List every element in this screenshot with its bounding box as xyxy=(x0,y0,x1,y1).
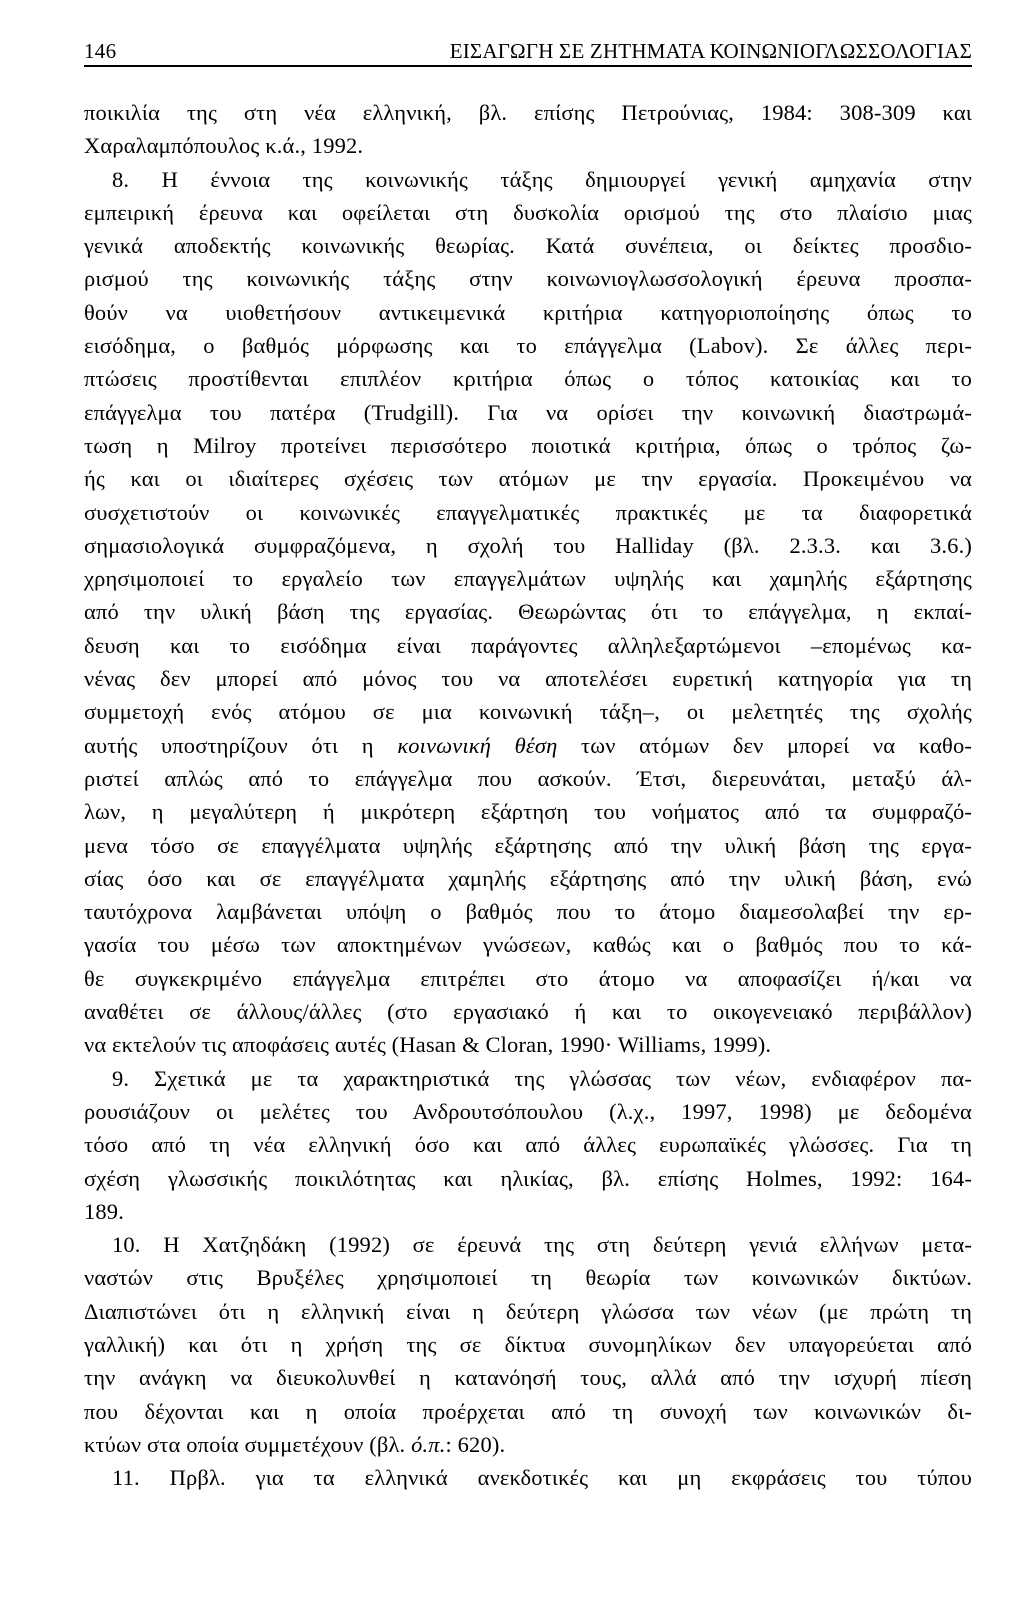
text-line: σίας όσο και σε επαγγέλματα χαμηλής εξάρτησης από την υλική βάση, ενώ xyxy=(84,865,972,891)
text-line: δευση και το εισόδημα είναι παράγοντες αλληλεξαρτώμενοι –επομένως κα- xyxy=(84,632,972,658)
text-line: συμμετοχή ενός ατόμου σε μια κοινωνική τάξη–, οι μελετητές της σχολής xyxy=(84,699,972,725)
text-line: 10. Η Χατζηδάκη (1992) σε έρευνά της στη δεύτερη γενιά ελλήνων μετα- xyxy=(112,1232,972,1258)
text-line: Διαπιστώνει ότι η ελληνική είναι η δεύτερη γλώσσα των νέων (με πρώτη τη xyxy=(84,1298,972,1324)
text-line: συσχετιστούν οι κοινωνικές επαγγελματικές πρακτικές με τα διαφορετικά xyxy=(84,499,972,525)
text-line: 11. Πρβλ. για τα ελληνικά ανεκδοτικές και μη εκφράσεις του τύπου xyxy=(112,1465,972,1491)
text-line: εισόδημα, ο βαθμός μόρφωσης και το επάγγελμα (Labov). Σε άλλες περι- xyxy=(84,333,972,359)
footnotes-text xyxy=(84,96,972,1494)
text-line xyxy=(84,1428,972,1461)
text-line: 8. Η έννοια της κοινωνικής τάξης δημιουργεί γενική αμηχανία στην xyxy=(112,166,972,192)
text-line: χρησιμοποιεί το εργαλείο των επαγγελμάτων υψηλής και χαμηλής εξάρτησης xyxy=(84,566,972,592)
text-line: Χαραλαμπόπουλος κ.ά., 1992. xyxy=(84,133,364,159)
text-segment: κτύων στα οποία συμμετέχουν (βλ. xyxy=(84,1431,412,1457)
text-line: ής και οι ιδιαίτερες σχέσεις των ατόμων με την εργασία. Προκειμένου να xyxy=(84,466,972,492)
text-line: τωση η Milroy προτείνει περισσότερο ποιοτικά κριτήρια, όπως ο τρόπος ζω- xyxy=(84,432,972,458)
header-rule xyxy=(84,65,972,67)
text-line: γαλλική) και ότι η χρήση της σε δίκτυα συνομηλίκων δεν υπαγορεύεται από xyxy=(84,1331,972,1357)
text-line: να εκτελούν τις αποφάσεις αυτές (Hasan & Cloran, 1990· Williams, 1999). xyxy=(84,1032,772,1058)
text-line: αναθέτει σε άλλους/άλλες (στο εργασιακό ή και το οικογενειακό περιβάλλον) xyxy=(84,999,972,1025)
text-line: λων, η μεγαλύτερη ή μικρότερη εξάρτηση του νοήματος από τα συμφραζό- xyxy=(84,799,972,825)
text-line: ρουσιάζουν οι μελέτες του Ανδρουτσόπουλου (λ.χ., 1997, 1998) με δεδομένα xyxy=(84,1098,972,1124)
text-line: σχέση γλωσσικής ποικιλότητας και ηλικίας, βλ. επίσης Holmes, 1992: 164- xyxy=(84,1165,972,1191)
text-line: ταυτόχρονα λαμβάνεται υπόψη ο βαθμός που το άτομο διαμεσολαβεί την ερ- xyxy=(84,899,972,925)
text-segment: αυτής υποστηρίζουν ότι η xyxy=(84,732,398,758)
text-segment: των ατόμων δεν μπορεί να καθο- xyxy=(557,732,972,758)
text-line: από την υλική βάση της εργασίας. Θεωρώντας ότι το επάγγελμα, η εκπαί- xyxy=(84,599,972,625)
text-line: την ανάγκη να διευκολυνθεί η κατανόησή τους, αλλά από την ισχυρή πίεση xyxy=(84,1365,972,1391)
page-header xyxy=(84,38,972,68)
text-line: ρισμού της κοινωνικής τάξης στην κοινωνιογλωσσολογική έρευνα προσπα- xyxy=(84,266,972,292)
running-head: ΕΙΣΑΓΩΓΗ ΣΕ ΖΗΤΗΜΑΤΑ ΚΟΙΝΩΝΙΟΓΛΩΣΣΟΛΟΓΙΑΣ xyxy=(449,39,972,63)
italic-phrase: ό.π. xyxy=(411,1431,446,1457)
page-number: 146 xyxy=(84,39,117,63)
text-line: ναστών στις Βρυξέλες χρησιμοποιεί τη θεωρία των κοινωνικών δικτύων. xyxy=(84,1265,972,1291)
text-line: επάγγελμα του πατέρα (Trudgill). Για να ορίσει την κοινωνική διαστρωμά- xyxy=(84,399,972,425)
text-line: γασία του μέσω των αποκτημένων γνώσεων, καθώς και ο βαθμός που το κά- xyxy=(84,932,972,958)
text-line: εμπειρική έρευνα και οφείλεται στη δυσκολία ορισμού της στο πλαίσιο μιας xyxy=(84,199,972,225)
text-line: γενικά αποδεκτής κοινωνικής θεωρίας. Κατά συνέπεια, οι δείκτες προσδιο- xyxy=(84,233,972,259)
text-line: 9. Σχετικά με τα χαρακτηριστικά της γλώσσας των νέων, ενδιαφέρον πα- xyxy=(112,1065,972,1091)
text-line: θούν να υιοθετήσουν αντικειμενικά κριτήρια κατηγοριοποίησης όπως το xyxy=(84,299,972,325)
text-segment: : 620). xyxy=(445,1431,506,1457)
text-line: μενα τόσο σε επαγγέλματα υψηλής εξάρτησης από την υλική βάση της εργα- xyxy=(84,832,972,858)
text-line: που δέχονται και η οποία προέρχεται από τη συνοχή των κοινωνικών δι- xyxy=(84,1398,972,1424)
text-line: πτώσεις προστίθενται επιπλέον κριτήρια όπως ο τόπος κατοικίας και το xyxy=(84,366,972,392)
text-line: ριστεί απλώς από το επάγγελμα που ασκούν. Έτσι, διερευνάται, μεταξύ άλ- xyxy=(84,765,972,791)
italic-phrase: κοινωνική θέση xyxy=(397,732,558,758)
text-line xyxy=(84,729,972,762)
text-line: σημασιολογικά συμφραζόμενα, η σχολή του Halliday (βλ. 2.3.3. και 3.6.) xyxy=(84,532,972,558)
text-line: 189. xyxy=(84,1198,124,1224)
text-line: ποικιλία της στη νέα ελληνική, βλ. επίσης Πετρούνιας, 1984: 308-309 και xyxy=(84,100,972,125)
text-line: νένας δεν μπορεί από μόνος του να αποτελέσει ευρετική κατηγορία για τη xyxy=(84,666,972,692)
text-line: τόσο από τη νέα ελληνική όσο και από άλλες ευρωπαϊκές γλώσσες. Για τη xyxy=(84,1132,972,1158)
text-line: θε συγκεκριμένο επάγγελμα επιτρέπει στο άτομο να αποφασίζει ή/και να xyxy=(84,965,972,991)
